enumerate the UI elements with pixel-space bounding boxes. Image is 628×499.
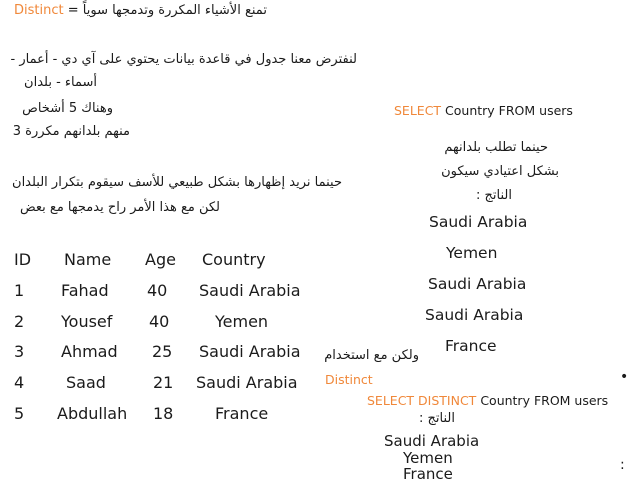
query2-result-item: Saudi Arabia xyxy=(384,432,480,450)
table-header-id: ID xyxy=(14,250,32,269)
table-cell-age: 40 xyxy=(147,281,168,300)
table-cell-id: 2 xyxy=(14,312,25,331)
intro-line-1: لنفترض معنا جدول في قاعدة بيانات يحتوي على آي دي - أعمار - xyxy=(10,52,357,67)
query1-keyword: SELECT xyxy=(394,103,442,118)
query1-result-item: Yemen xyxy=(446,244,498,262)
table-cell-name: Yousef xyxy=(61,312,113,331)
table-cell-name: Saad xyxy=(66,373,106,392)
query1-result-item: France xyxy=(445,337,497,355)
note-line-2: لكن مع هذا الأمر راح يدمجها مع بعض xyxy=(19,200,220,215)
heading-text: تمنع الأشياء المكررة وتدمجها سوياً xyxy=(82,3,267,18)
query2-rest: Country FROM users xyxy=(480,393,609,408)
query1-desc-2: بشكل اعتيادي سيكون xyxy=(441,164,559,179)
table-header-name: Name xyxy=(64,250,112,269)
query1-rest: Country FROM users xyxy=(445,103,573,118)
query2-result-item: France xyxy=(403,465,453,483)
note-line-1: حينما نريد إظهارها بشكل طبيعي للأسف سيقوم بتكرار البلدان xyxy=(12,175,342,190)
table-cell-age: 25 xyxy=(152,342,173,361)
margin-mark: • xyxy=(620,369,628,385)
intro-line-2: أسماء - بلدان xyxy=(24,75,97,90)
table-cell-name: Fahad xyxy=(61,281,109,300)
table-cell-country: Saudi Arabia xyxy=(199,281,301,300)
query2-intro: ولكن مع استخدام xyxy=(324,348,419,363)
query2-distinct-word: Distinct xyxy=(325,372,373,387)
table-cell-name: Ahmad xyxy=(61,342,118,361)
table-cell-country: France xyxy=(215,404,269,423)
table-cell-age: 18 xyxy=(153,404,174,423)
query2-result-label: الناتج : xyxy=(419,411,455,426)
query2-keyword: SELECT DISTINCT xyxy=(367,393,477,408)
table-cell-id: 3 xyxy=(14,342,25,361)
query1-result-item: Saudi Arabia xyxy=(429,213,528,231)
margin-mark: : xyxy=(620,457,625,473)
query1-result-item: Saudi Arabia xyxy=(425,306,524,324)
heading xyxy=(14,3,267,18)
table-header-country: Country xyxy=(202,250,266,269)
table-cell-id: 4 xyxy=(14,373,25,392)
query1-statement xyxy=(394,103,573,118)
query1-result-item: Saudi Arabia xyxy=(428,275,527,293)
table-cell-country: Yemen xyxy=(215,312,269,331)
query2-statement xyxy=(367,393,608,408)
table-cell-id: 1 xyxy=(14,281,25,300)
table-cell-country: Saudi Arabia xyxy=(199,342,301,361)
heading-equals: = xyxy=(67,3,79,18)
query2-result-item: Yemen xyxy=(403,449,453,467)
table-cell-name: Abdullah xyxy=(57,404,128,423)
table-cell-age: 21 xyxy=(153,373,174,392)
table-cell-age: 40 xyxy=(149,312,170,331)
heading-keyword: Distinct xyxy=(14,3,64,18)
table-cell-country: Saudi Arabia xyxy=(196,373,298,392)
table-cell-id: 5 xyxy=(14,404,25,423)
table-header-age: Age xyxy=(145,250,176,269)
query1-desc-1: حينما تطلب بلدانهم xyxy=(444,140,548,155)
intro-line-3: وهناك 5 أشخاص xyxy=(22,101,113,116)
query1-result-label: الناتج : xyxy=(476,188,512,203)
intro-line-4: منهم بلدانهم مكررة 3 xyxy=(12,124,130,139)
